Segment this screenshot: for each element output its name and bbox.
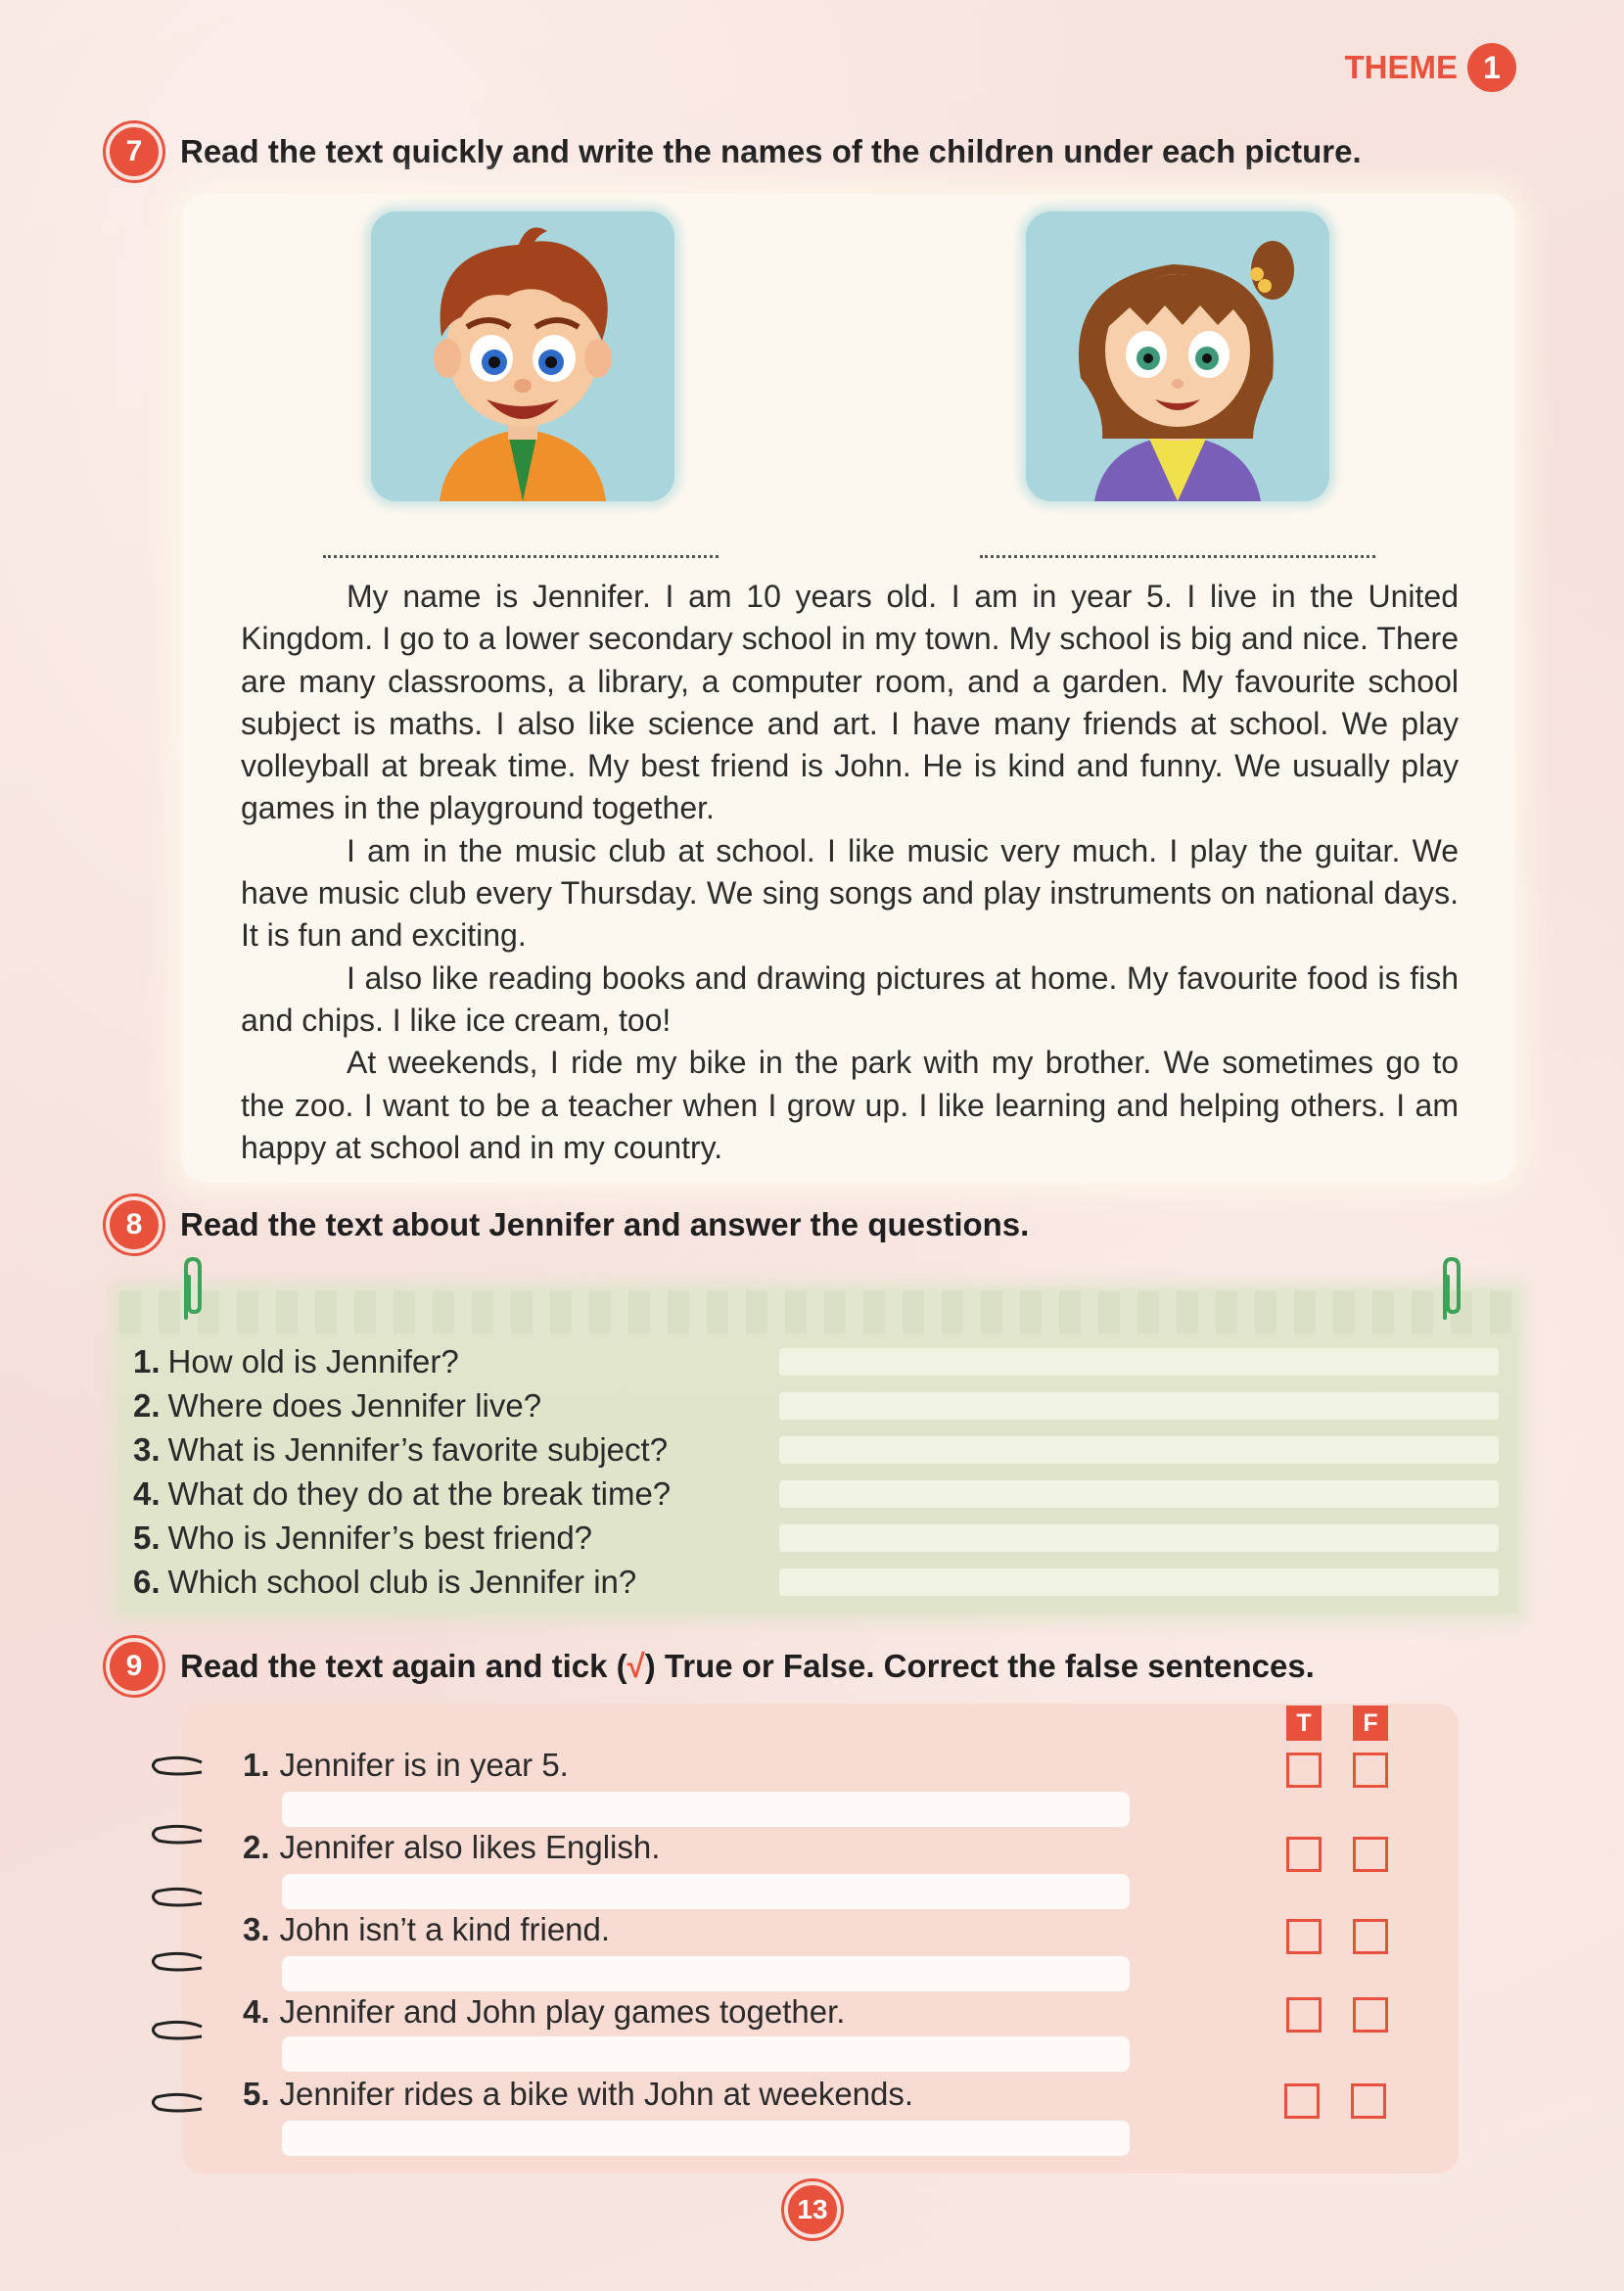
- passage-paragraph: I am in the music club at school. I like music very much. I play the guitar. We have music club every Thursday. We sing songs and play instruments on national days. It is fun and exciting.: [241, 832, 1459, 954]
- answer-line[interactable]: [779, 1348, 1499, 1376]
- spiral-ring-icon: [147, 1948, 206, 1978]
- question-row: [133, 1560, 1523, 1604]
- exercise-number: 7: [106, 123, 162, 180]
- board-edge: [119, 1290, 1517, 1333]
- spiral-ring-icon: [147, 2017, 206, 2046]
- exercise-number: 8: [106, 1196, 162, 1253]
- question-row: [133, 1516, 1523, 1560]
- answer-line[interactable]: [779, 1392, 1499, 1420]
- spiral-ring-icon: [147, 1821, 206, 1850]
- correction-line[interactable]: [282, 1792, 1130, 1827]
- passage-paragraph: At weekends, I ride my bike in the park with my brother. We sometimes go to the zoo. I want to be a teacher when I grow up. I like learning and helping others. I am happy at school and in my country.: [241, 1045, 1459, 1165]
- question-text: 6. Which school club is Jennifer in?: [133, 1563, 637, 1600]
- spiral-ring-icon: [147, 1884, 206, 1913]
- exercise-9-heading: [106, 1638, 1315, 1695]
- name-answer-line-girl[interactable]: [980, 537, 1375, 558]
- paper-clip-icon: [1435, 1255, 1468, 1324]
- question-row: [133, 1339, 1523, 1383]
- true-checkbox[interactable]: [1286, 1753, 1322, 1788]
- true-checkbox[interactable]: [1286, 1997, 1322, 2033]
- answer-line[interactable]: [779, 1480, 1499, 1508]
- correction-line[interactable]: [282, 2036, 1130, 2072]
- false-checkbox[interactable]: [1353, 1919, 1388, 1954]
- answer-line[interactable]: [779, 1436, 1499, 1464]
- reading-passage: [241, 576, 1459, 1169]
- question-row: [133, 1383, 1523, 1427]
- false-checkbox[interactable]: [1353, 1837, 1388, 1872]
- false-checkbox[interactable]: [1353, 1997, 1388, 2033]
- exercise-title: Read the text quickly and write the names of the children under each picture.: [180, 133, 1362, 169]
- false-column-header: F: [1353, 1706, 1388, 1741]
- exercise-title: Read the text about Jennifer and answer the questions.: [180, 1206, 1030, 1242]
- spiral-ring-icon: [147, 1753, 206, 1782]
- passage-paragraph: My name is Jennifer. I am 10 years old. I am in year 5. I live in the United Kingdom. I go to a lower secondary school in my town. My school is big and nice. There are many classrooms, a library, a computer room, and a garden. My favourite school subject is maths. I also like science and art. I have many friends at school. We play volleyball at break time. My best friend is John. He is kind and funny. We usually play games in the playground together.: [241, 579, 1459, 826]
- theme-number: 1: [1467, 43, 1516, 92]
- statement-text: 4. Jennifer and John play games together.: [243, 1993, 846, 2030]
- question-text: 3. What is Jennifer’s favorite subject?: [133, 1430, 669, 1468]
- statement-text: 3. John isn’t a kind friend.: [243, 1911, 611, 1947]
- paper-clip-icon: [176, 1255, 209, 1324]
- statement-text: 2. Jennifer also likes English.: [243, 1829, 661, 1865]
- spiral-ring-icon: [147, 2089, 206, 2119]
- question-list: [133, 1339, 1523, 1604]
- exercise-number: 9: [106, 1638, 162, 1695]
- correction-line[interactable]: [282, 1874, 1130, 1909]
- passage-paragraph: I also like reading books and drawing pictures at home. My favourite food is fish and chips. I like ice cream, too!: [241, 959, 1459, 1038]
- question-text: 2. Where does Jennifer live?: [133, 1386, 542, 1424]
- true-checkbox[interactable]: [1286, 1919, 1322, 1954]
- statement-text: 5. Jennifer rides a bike with John at weekends.: [243, 2076, 914, 2112]
- false-checkbox[interactable]: [1353, 1753, 1388, 1788]
- answer-line[interactable]: [779, 1524, 1499, 1552]
- false-checkbox[interactable]: [1351, 2083, 1386, 2119]
- correction-line[interactable]: [282, 1956, 1130, 1991]
- question-text: 5. Who is Jennifer’s best friend?: [133, 1519, 593, 1556]
- exercise-8-heading: [106, 1196, 1029, 1253]
- name-answer-line-boy[interactable]: [323, 537, 719, 558]
- tick-mark-icon: √: [626, 1648, 645, 1684]
- correction-line[interactable]: [282, 2121, 1130, 2156]
- answer-line[interactable]: [779, 1568, 1499, 1596]
- true-column-header: T: [1286, 1706, 1322, 1741]
- boy-portrait-icon: [371, 211, 674, 501]
- exercise-title: Read the text again and tick (√) True or False. Correct the false sentences.: [180, 1648, 1315, 1684]
- theme-label: THEME: [1344, 49, 1458, 85]
- exercise-7-heading: [106, 123, 1362, 180]
- question-row: [133, 1472, 1523, 1516]
- page-number: 13: [784, 2181, 841, 2238]
- question-row: [133, 1427, 1523, 1472]
- true-checkbox[interactable]: [1284, 2083, 1320, 2119]
- statement-text: 1. Jennifer is in year 5.: [243, 1747, 569, 1783]
- theme-badge: [1345, 43, 1517, 92]
- girl-portrait-icon: [1026, 211, 1329, 501]
- true-checkbox[interactable]: [1286, 1837, 1322, 1872]
- question-text: 4. What do they do at the break time?: [133, 1474, 672, 1512]
- question-text: 1. How old is Jennifer?: [133, 1342, 459, 1379]
